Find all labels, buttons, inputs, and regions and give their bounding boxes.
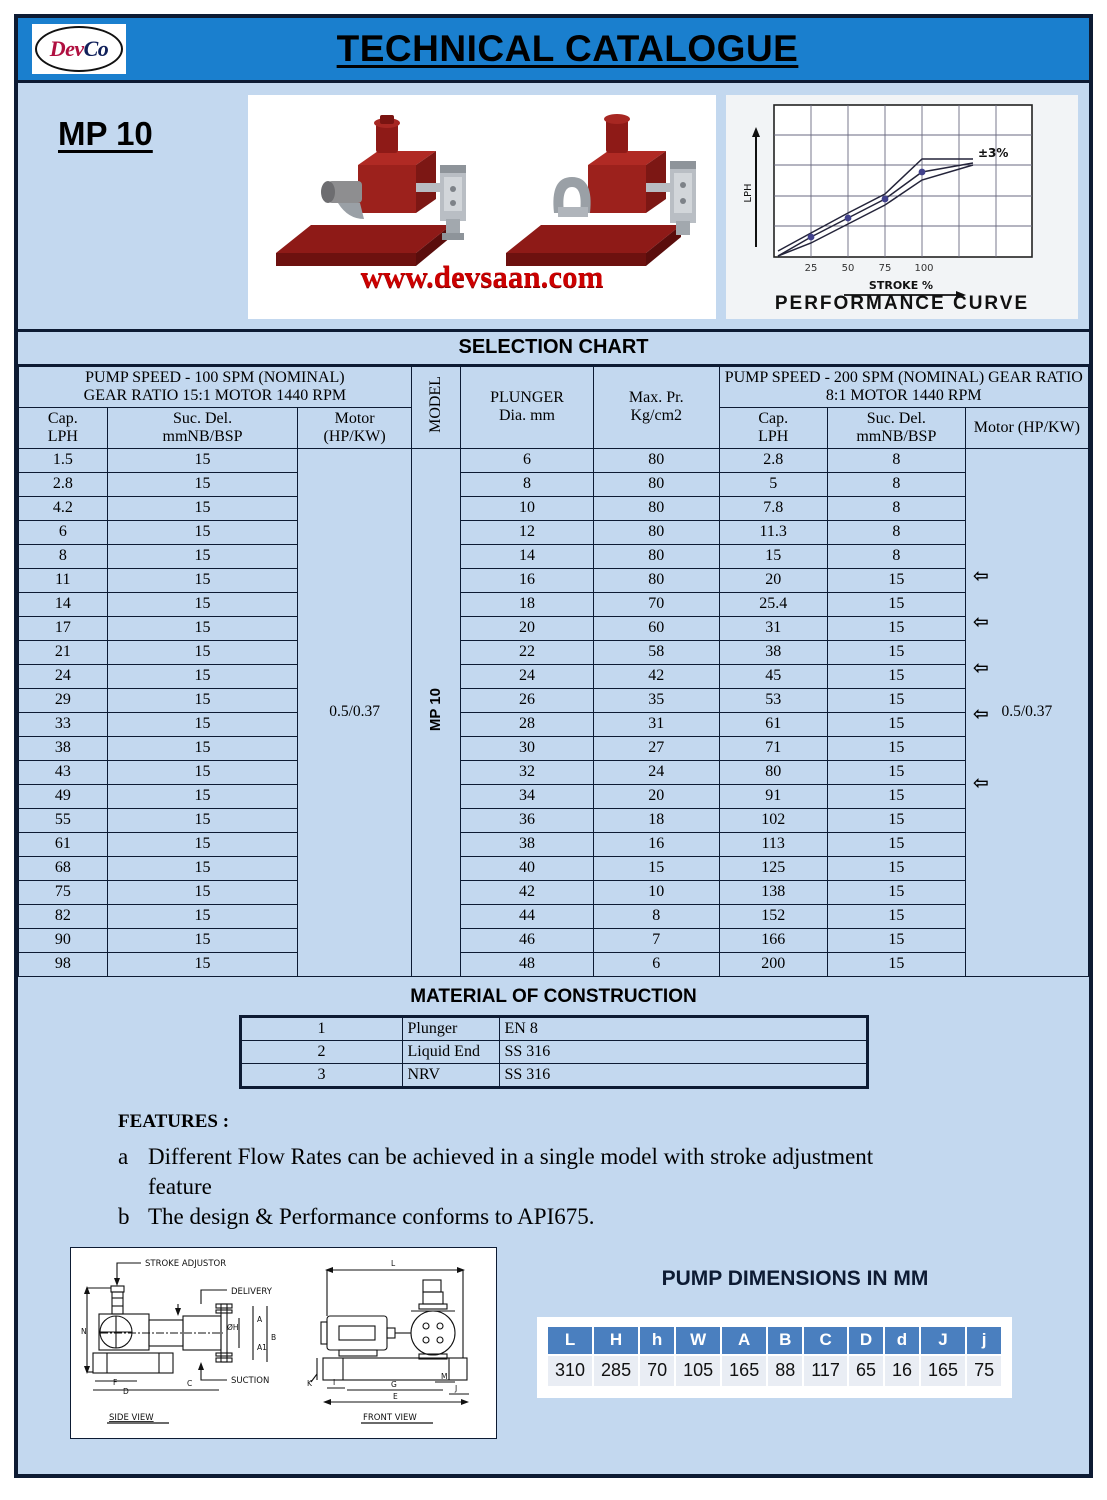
dimension-value-j: 75 <box>967 1356 1001 1386</box>
dim-J: J <box>455 1383 458 1393</box>
features-heading: FEATURES : <box>118 1110 230 1132</box>
table-row <box>19 928 1089 952</box>
cell-max-pressure: 15 <box>593 856 719 880</box>
table-row <box>19 640 1089 664</box>
dim-N: N <box>81 1326 87 1336</box>
features-section <box>18 1089 1089 1233</box>
feature-marker: a <box>118 1143 129 1169</box>
cell-max-pressure: 60 <box>593 616 719 640</box>
dimension-header-j: j <box>967 1327 1001 1354</box>
col-plunger-header: PLUNGER Dia. mm <box>461 367 594 449</box>
moc-material: EN 8 <box>499 1016 867 1040</box>
cell-cap-100spm: 55 <box>19 808 108 832</box>
row-indicator-arrow-icon: ⇦ <box>972 656 989 679</box>
cell-cap-100spm: 24 <box>19 664 108 688</box>
table-row <box>19 808 1089 832</box>
arrow-marker-column <box>968 449 994 976</box>
cell-cap-200spm: 138 <box>719 880 827 904</box>
cell-max-pressure: 24 <box>593 760 719 784</box>
dim-A: A <box>257 1314 263 1324</box>
cell-suction-delivery-200spm: 15 <box>827 688 965 712</box>
cell-suction-delivery-100spm: 15 <box>107 904 298 928</box>
group-200spm-line2: 8:1 MOTOR 1440 RPM <box>825 386 982 404</box>
cell-plunger-dia: 34 <box>461 784 594 808</box>
dim-F: F <box>113 1377 118 1387</box>
cell-suction-delivery-100spm: 15 <box>107 784 298 808</box>
cell-max-pressure: 20 <box>593 784 719 808</box>
cell-plunger-dia: 26 <box>461 688 594 712</box>
dimension-value-H: 285 <box>594 1356 638 1386</box>
cell-cap-100spm: 14 <box>19 592 108 616</box>
cell-suction-delivery-200spm: 15 <box>827 760 965 784</box>
cell-cap-200spm: 166 <box>719 928 827 952</box>
tolerance-annotation: ±3% <box>978 146 1009 160</box>
cell-suction-delivery-200spm: 15 <box>827 784 965 808</box>
model-tag: MP 10 <box>58 115 153 152</box>
cell-plunger-dia: 28 <box>461 712 594 736</box>
feature-marker: b <box>118 1204 130 1230</box>
cell-cap-100spm: 4.2 <box>19 496 108 520</box>
material-of-construction-table <box>239 1015 869 1089</box>
pump-dimensions-header-row <box>548 1327 1001 1354</box>
row-indicator-arrow-icon: ⇦ <box>972 564 989 587</box>
dim-K: K <box>307 1378 312 1388</box>
dimension-value-C: 117 <box>804 1356 847 1386</box>
product-band <box>18 83 1089 329</box>
cell-plunger-dia: 36 <box>461 808 594 832</box>
cell-max-pressure: 31 <box>593 712 719 736</box>
selection-chart-body <box>19 448 1089 976</box>
label-delivery: DELIVERY <box>231 1286 272 1297</box>
cell-plunger-dia: 32 <box>461 760 594 784</box>
cell-max-pressure: 27 <box>593 736 719 760</box>
cell-suction-delivery-200spm: 15 <box>827 880 965 904</box>
cell-suction-delivery-100spm: 15 <box>107 688 298 712</box>
cell-cap-100spm: 17 <box>19 616 108 640</box>
svg-text:50: 50 <box>841 263 855 274</box>
cell-plunger-dia: 6 <box>461 448 594 472</box>
curve-y-label: LPH <box>743 183 754 203</box>
cell-suction-delivery-100spm: 15 <box>107 760 298 784</box>
cell-suction-delivery-200spm: 15 <box>827 904 965 928</box>
performance-curve <box>726 95 1078 319</box>
table-row <box>19 496 1089 520</box>
page-title: TECHNICAL CATALOGUE <box>336 28 799 69</box>
cell-max-pressure: 35 <box>593 688 719 712</box>
table-row <box>19 832 1089 856</box>
cell-suction-delivery-100spm: 15 <box>107 712 298 736</box>
cell-cap-200spm: 113 <box>719 832 827 856</box>
table-row <box>19 688 1089 712</box>
cell-max-pressure: 80 <box>593 568 719 592</box>
table-row <box>19 520 1089 544</box>
dimension-value-J: 165 <box>921 1356 965 1386</box>
col-motor200-header: Motor (HP/KW) <box>965 407 1088 448</box>
cell-suction-delivery-100spm: 15 <box>107 640 298 664</box>
cell-plunger-dia: 46 <box>461 928 594 952</box>
cell-max-pressure: 7 <box>593 928 719 952</box>
pump-dimensions-section <box>519 1247 1089 1403</box>
cell-max-pressure: 58 <box>593 640 719 664</box>
col-cap200-header: Cap. LPH <box>719 407 827 448</box>
cell-plunger-dia: 38 <box>461 832 594 856</box>
features-list <box>118 1142 1089 1233</box>
table-row <box>19 448 1089 472</box>
pump-dimensions-table <box>546 1325 1003 1388</box>
curve-x-label: STROKE % <box>868 279 934 292</box>
cell-plunger-dia: 44 <box>461 904 594 928</box>
label-side-view: SIDE VIEW <box>109 1412 154 1423</box>
row-indicator-arrow-icon: ⇦ <box>972 771 989 794</box>
cell-max-pressure: 42 <box>593 664 719 688</box>
cell-cap-100spm: 33 <box>19 712 108 736</box>
dimension-value-d: 16 <box>885 1356 919 1386</box>
group-100spm <box>19 367 412 408</box>
cell-suction-delivery-200spm: 8 <box>827 448 965 472</box>
table-row <box>19 904 1089 928</box>
cell-suction-delivery-100spm: 15 <box>107 520 298 544</box>
cell-max-pressure: 80 <box>593 472 719 496</box>
cell-plunger-dia: 12 <box>461 520 594 544</box>
table-row <box>240 1063 867 1087</box>
cell-plunger-dia: 22 <box>461 640 594 664</box>
col-motor100-header: Motor (HP/KW) <box>298 407 411 448</box>
dimension-header-d: d <box>885 1327 919 1354</box>
cell-plunger-dia: 40 <box>461 856 594 880</box>
moc-part: Liquid End <box>402 1040 499 1063</box>
dim-G: G <box>391 1379 397 1389</box>
performance-curve-title: PERFORMANCE CURVE <box>774 293 1030 314</box>
cell-suction-delivery-100spm: 15 <box>107 472 298 496</box>
performance-curve-plot <box>726 95 1078 319</box>
cell-cap-200spm: 38 <box>719 640 827 664</box>
cell-suction-delivery-200spm: 15 <box>827 616 965 640</box>
table-row <box>19 712 1089 736</box>
cell-plunger-dia: 16 <box>461 568 594 592</box>
cell-suction-delivery-200spm: 8 <box>827 472 965 496</box>
cell-suction-delivery-200spm: 15 <box>827 640 965 664</box>
cell-max-pressure: 80 <box>593 448 719 472</box>
moc-index: 1 <box>240 1016 402 1040</box>
cell-cap-200spm: 31 <box>719 616 827 640</box>
page-frame <box>14 14 1093 1478</box>
svg-text:100: 100 <box>914 263 934 274</box>
cell-motor-100spm: 0.5/0.37 <box>298 448 411 976</box>
cell-cap-200spm: 25.4 <box>719 592 827 616</box>
cell-cap-200spm: 45 <box>719 664 827 688</box>
material-of-construction-title: MATERIAL OF CONSTRUCTION <box>410 985 697 1007</box>
cell-suction-delivery-200spm: 15 <box>827 568 965 592</box>
cell-suction-delivery-100spm: 15 <box>107 448 298 472</box>
cell-suction-delivery-100spm: 15 <box>107 880 298 904</box>
feature-text: Different Flow Rates can be achieved in a single model with stroke adjustment feature <box>148 1143 874 1199</box>
table-row <box>240 1040 867 1063</box>
logo-text-co: Co <box>83 36 109 61</box>
product-photo <box>248 95 716 319</box>
dim-D: D <box>123 1386 129 1396</box>
cell-plunger-dia: 10 <box>461 496 594 520</box>
table-row <box>19 592 1089 616</box>
dim-I: I <box>333 1377 336 1387</box>
dimension-header-W: W <box>676 1327 720 1354</box>
table-row <box>19 856 1089 880</box>
cell-max-pressure: 80 <box>593 496 719 520</box>
dim-E: E <box>393 1391 398 1401</box>
moc-part: Plunger <box>402 1016 499 1040</box>
cell-cap-100spm: 11 <box>19 568 108 592</box>
cell-suction-delivery-200spm: 15 <box>827 832 965 856</box>
dimension-header-L: L <box>548 1327 592 1354</box>
cell-cap-100spm: 98 <box>19 952 108 976</box>
cell-cap-100spm: 1.5 <box>19 448 108 472</box>
dimension-value-A: 165 <box>722 1356 766 1386</box>
group-200spm <box>719 367 1088 408</box>
logo-ellipse <box>35 26 123 72</box>
dimension-value-D: 65 <box>849 1356 883 1386</box>
dimension-header-A: A <box>722 1327 766 1354</box>
cell-suction-delivery-200spm: 8 <box>827 496 965 520</box>
moc-material: SS 316 <box>499 1063 867 1087</box>
cell-cap-200spm: 7.8 <box>719 496 827 520</box>
table-row <box>19 472 1089 496</box>
cell-cap-200spm: 2.8 <box>719 448 827 472</box>
dimension-header-h: h <box>640 1327 674 1354</box>
dimension-header-B: B <box>768 1327 802 1354</box>
cell-suction-delivery-100spm: 15 <box>107 832 298 856</box>
pump-dimension-drawing <box>70 1247 497 1439</box>
cell-suction-delivery-100spm: 15 <box>107 808 298 832</box>
row-indicator-arrow-icon: ⇦ <box>972 610 989 633</box>
cell-suction-delivery-100spm: 15 <box>107 616 298 640</box>
dim-L: L <box>391 1258 396 1268</box>
dim-M: M <box>441 1371 448 1381</box>
cell-plunger-dia: 48 <box>461 952 594 976</box>
cell-cap-200spm: 15 <box>719 544 827 568</box>
cell-cap-100spm: 75 <box>19 880 108 904</box>
dimension-value-B: 88 <box>768 1356 802 1386</box>
dimension-header-D: D <box>849 1327 883 1354</box>
col-suc100-header: Suc. Del. mmNB/BSP <box>107 407 298 448</box>
dimension-header-H: H <box>594 1327 638 1354</box>
cell-plunger-dia: 18 <box>461 592 594 616</box>
dimension-value-L: 310 <box>548 1356 592 1386</box>
col-suc200-header: Suc. Del. mmNB/BSP <box>827 407 965 448</box>
group-200spm-line1: PUMP SPEED - 200 SPM (NOMINAL) GEAR RATIO <box>724 369 1083 386</box>
cell-cap-200spm: 125 <box>719 856 827 880</box>
cell-suction-delivery-100spm: 15 <box>107 856 298 880</box>
cell-suction-delivery-200spm: 15 <box>827 736 965 760</box>
label-suction: SUCTION <box>231 1375 270 1386</box>
table-row <box>19 880 1089 904</box>
selection-chart-table <box>18 366 1089 977</box>
cell-cap-100spm: 49 <box>19 784 108 808</box>
cell-cap-100spm: 38 <box>19 736 108 760</box>
svg-text:75: 75 <box>878 263 892 274</box>
table-row <box>19 616 1089 640</box>
dim-B: B <box>271 1332 277 1342</box>
cell-max-pressure: 18 <box>593 808 719 832</box>
label-stroke-adjustor: STROKE ADJUSTOR <box>145 1258 227 1269</box>
cell-cap-100spm: 90 <box>19 928 108 952</box>
feature-text: The design & Performance conforms to API675. <box>148 1204 595 1230</box>
feature-item <box>118 1202 1089 1232</box>
table-row <box>240 1016 867 1040</box>
cell-cap-100spm: 6 <box>19 520 108 544</box>
bottom-section <box>18 1233 1089 1439</box>
cell-cap-100spm: 43 <box>19 760 108 784</box>
cell-suction-delivery-100spm: 15 <box>107 736 298 760</box>
cell-cap-100spm: 29 <box>19 688 108 712</box>
cell-suction-delivery-100spm: 15 <box>107 928 298 952</box>
moc-index: 2 <box>240 1040 402 1063</box>
cell-max-pressure: 8 <box>593 904 719 928</box>
pump-dimensions-table-wrap <box>537 1317 1012 1398</box>
cell-suction-delivery-200spm: 8 <box>827 520 965 544</box>
cell-suction-delivery-200spm: 15 <box>827 808 965 832</box>
logo-text-dev: Dev <box>49 36 84 61</box>
table-row <box>19 784 1089 808</box>
table-row <box>19 952 1089 976</box>
col-cap100-header: Cap. LPH <box>19 407 108 448</box>
cell-cap-100spm: 61 <box>19 832 108 856</box>
label-front-view: FRONT VIEW <box>363 1412 417 1423</box>
dimension-value-h: 70 <box>640 1356 674 1386</box>
col-maxpr-header: Max. Pr. Kg/cm2 <box>593 367 719 449</box>
cell-suction-delivery-100spm: 15 <box>107 496 298 520</box>
cell-max-pressure: 80 <box>593 544 719 568</box>
dimension-header-C: C <box>804 1327 847 1354</box>
cell-suction-delivery-200spm: 8 <box>827 544 965 568</box>
cell-max-pressure: 6 <box>593 952 719 976</box>
cell-plunger-dia: 20 <box>461 616 594 640</box>
pump-drawing-svg <box>71 1248 494 1436</box>
cell-suction-delivery-200spm: 15 <box>827 952 965 976</box>
cell-cap-200spm: 102 <box>719 808 827 832</box>
cell-plunger-dia: 14 <box>461 544 594 568</box>
group-100spm-line1: PUMP SPEED - 100 SPM (NOMINAL) <box>85 369 345 386</box>
cell-cap-200spm: 20 <box>719 568 827 592</box>
feature-item <box>118 1142 1089 1203</box>
table-row <box>19 544 1089 568</box>
table-row <box>19 736 1089 760</box>
cell-suction-delivery-100spm: 15 <box>107 568 298 592</box>
moc-index: 3 <box>240 1063 402 1087</box>
cell-max-pressure: 16 <box>593 832 719 856</box>
page-header <box>18 18 1089 83</box>
cell-cap-100spm: 2.8 <box>19 472 108 496</box>
cell-suction-delivery-200spm: 15 <box>827 712 965 736</box>
dimension-header-J: J <box>921 1327 965 1354</box>
dimension-value-W: 105 <box>676 1356 720 1386</box>
cell-suction-delivery-200spm: 15 <box>827 592 965 616</box>
cell-max-pressure: 10 <box>593 880 719 904</box>
moc-part: NRV <box>402 1063 499 1087</box>
pump-dimensions-title: PUMP DIMENSIONS IN MM <box>661 1266 929 1290</box>
cell-cap-200spm: 152 <box>719 904 827 928</box>
website-watermark: www.devsaan.com <box>360 259 604 294</box>
cell-suction-delivery-100spm: 15 <box>107 592 298 616</box>
col-model-header: MODEL <box>411 367 460 449</box>
group-100spm-line2: GEAR RATIO 15:1 MOTOR 1440 RPM <box>83 386 347 404</box>
cell-max-pressure: 70 <box>593 592 719 616</box>
cell-cap-200spm: 53 <box>719 688 827 712</box>
devco-logo <box>32 24 126 74</box>
table-row <box>19 664 1089 688</box>
row-indicator-arrow-icon: ⇦ <box>972 702 989 725</box>
cell-cap-200spm: 5 <box>719 472 827 496</box>
cell-cap-100spm: 82 <box>19 904 108 928</box>
cell-plunger-dia: 24 <box>461 664 594 688</box>
dim-A1: A1 <box>257 1342 267 1352</box>
cell-suction-delivery-100spm: 15 <box>107 664 298 688</box>
cell-suction-delivery-200spm: 15 <box>827 856 965 880</box>
cell-max-pressure: 80 <box>593 520 719 544</box>
table-row <box>19 568 1089 592</box>
header-group-row <box>19 367 1089 408</box>
cell-suction-delivery-200spm: 15 <box>827 664 965 688</box>
cell-cap-200spm: 91 <box>719 784 827 808</box>
cell-plunger-dia: 8 <box>461 472 594 496</box>
cell-cap-100spm: 8 <box>19 544 108 568</box>
cell-cap-100spm: 68 <box>19 856 108 880</box>
cell-cap-200spm: 200 <box>719 952 827 976</box>
cell-cap-200spm: 80 <box>719 760 827 784</box>
cell-suction-delivery-100spm: 15 <box>107 544 298 568</box>
cell-cap-200spm: 11.3 <box>719 520 827 544</box>
dim-C: C <box>187 1378 193 1388</box>
pump-dimensions-value-row <box>548 1356 1001 1386</box>
cell-motor-200spm: 0.5/0.37 ⇦ ⇦ ⇦ ⇦ ⇦ <box>965 448 1088 976</box>
selection-chart-title: SELECTION CHART <box>18 329 1089 366</box>
svg-text:25: 25 <box>804 263 818 274</box>
cell-suction-delivery-100spm: 15 <box>107 952 298 976</box>
cell-plunger-dia: 30 <box>461 736 594 760</box>
cell-cap-100spm: 21 <box>19 640 108 664</box>
table-row <box>19 760 1089 784</box>
cell-plunger-dia: 42 <box>461 880 594 904</box>
dim-OH: ØH <box>227 1322 239 1332</box>
moc-material: SS 316 <box>499 1040 867 1063</box>
cell-suction-delivery-200spm: 15 <box>827 928 965 952</box>
cell-cap-200spm: 61 <box>719 712 827 736</box>
cell-model: MP 10 <box>411 448 460 976</box>
cell-cap-200spm: 71 <box>719 736 827 760</box>
